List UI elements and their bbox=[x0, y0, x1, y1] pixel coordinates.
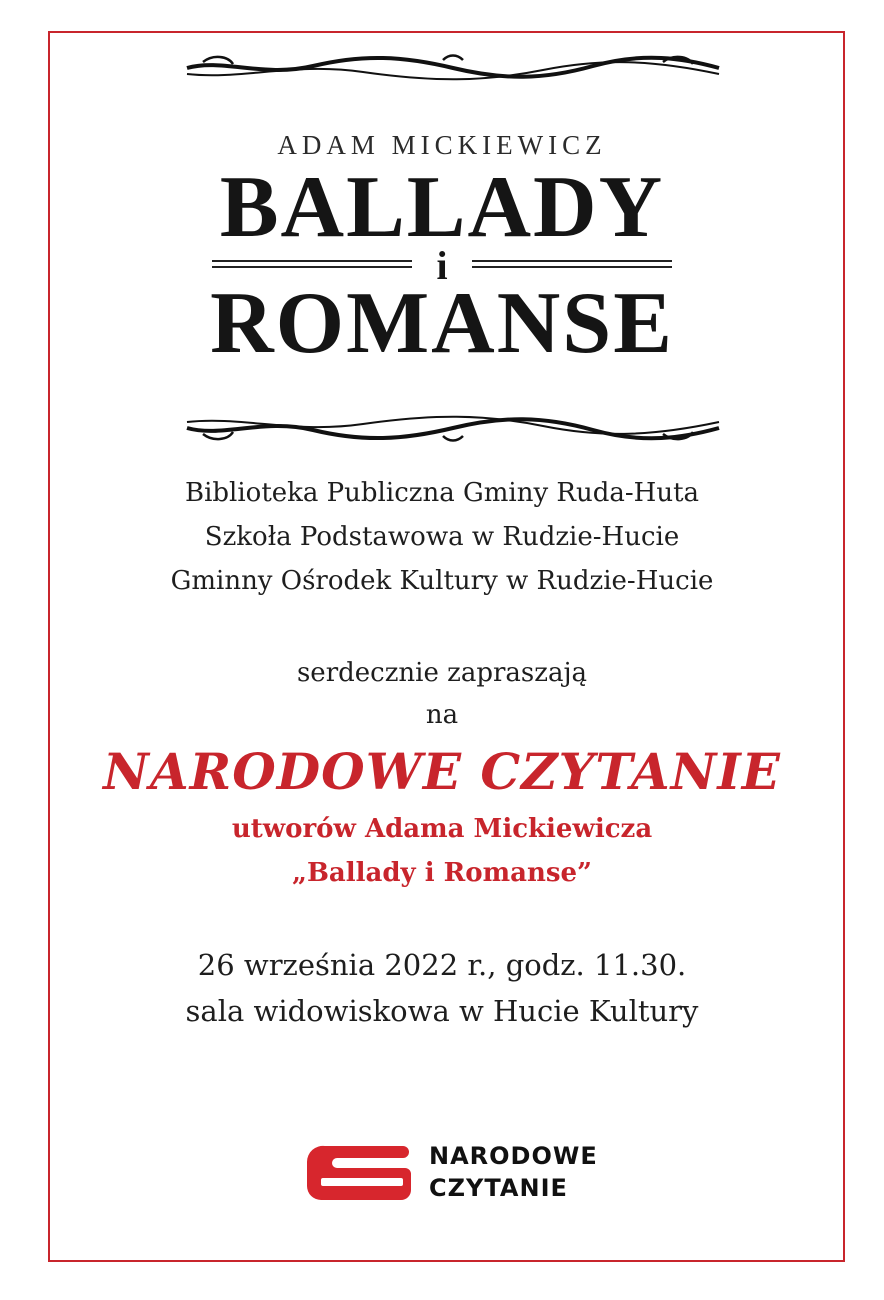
ornament-bottom-icon bbox=[183, 412, 723, 444]
title-ballady: BALLADY bbox=[219, 159, 665, 256]
organizer-school: Szkoła Podstawowa w Rudzie-Hucie bbox=[204, 522, 680, 552]
book-icon bbox=[307, 1142, 411, 1202]
event-venue: sala widowiskowa w Hucie Kultury bbox=[185, 994, 699, 1028]
invitation-line: serdecznie zapraszają bbox=[296, 658, 588, 688]
invitation-na: na bbox=[425, 700, 459, 730]
event-subtitle-book: „Ballady i Romanse” bbox=[292, 858, 592, 888]
logo-text-czytanie: CZYTANIE bbox=[429, 1174, 568, 1202]
organizer-culture-center: Gminny Ośrodek Kultury w Rudzie-Hucie bbox=[170, 566, 714, 596]
title-romanse: ROMANSE bbox=[210, 275, 674, 372]
narodowe-czytanie-logo bbox=[307, 1138, 617, 1208]
event-datetime: 26 września 2022 r., godz. 11.30. bbox=[197, 948, 687, 982]
ornament-top-icon bbox=[183, 52, 723, 84]
event-subtitle-works: utworów Adama Mickiewicza bbox=[231, 814, 653, 844]
title-conjunction: i bbox=[436, 243, 448, 288]
organizer-library: Biblioteka Publiczna Gminy Ruda-Huta bbox=[184, 478, 700, 508]
logo-text-narodowe: NARODOWE bbox=[429, 1142, 598, 1170]
author-name: ADAM MICKIEWICZ bbox=[277, 130, 607, 160]
event-title: NARODOWE CZYTANIE bbox=[103, 742, 781, 801]
